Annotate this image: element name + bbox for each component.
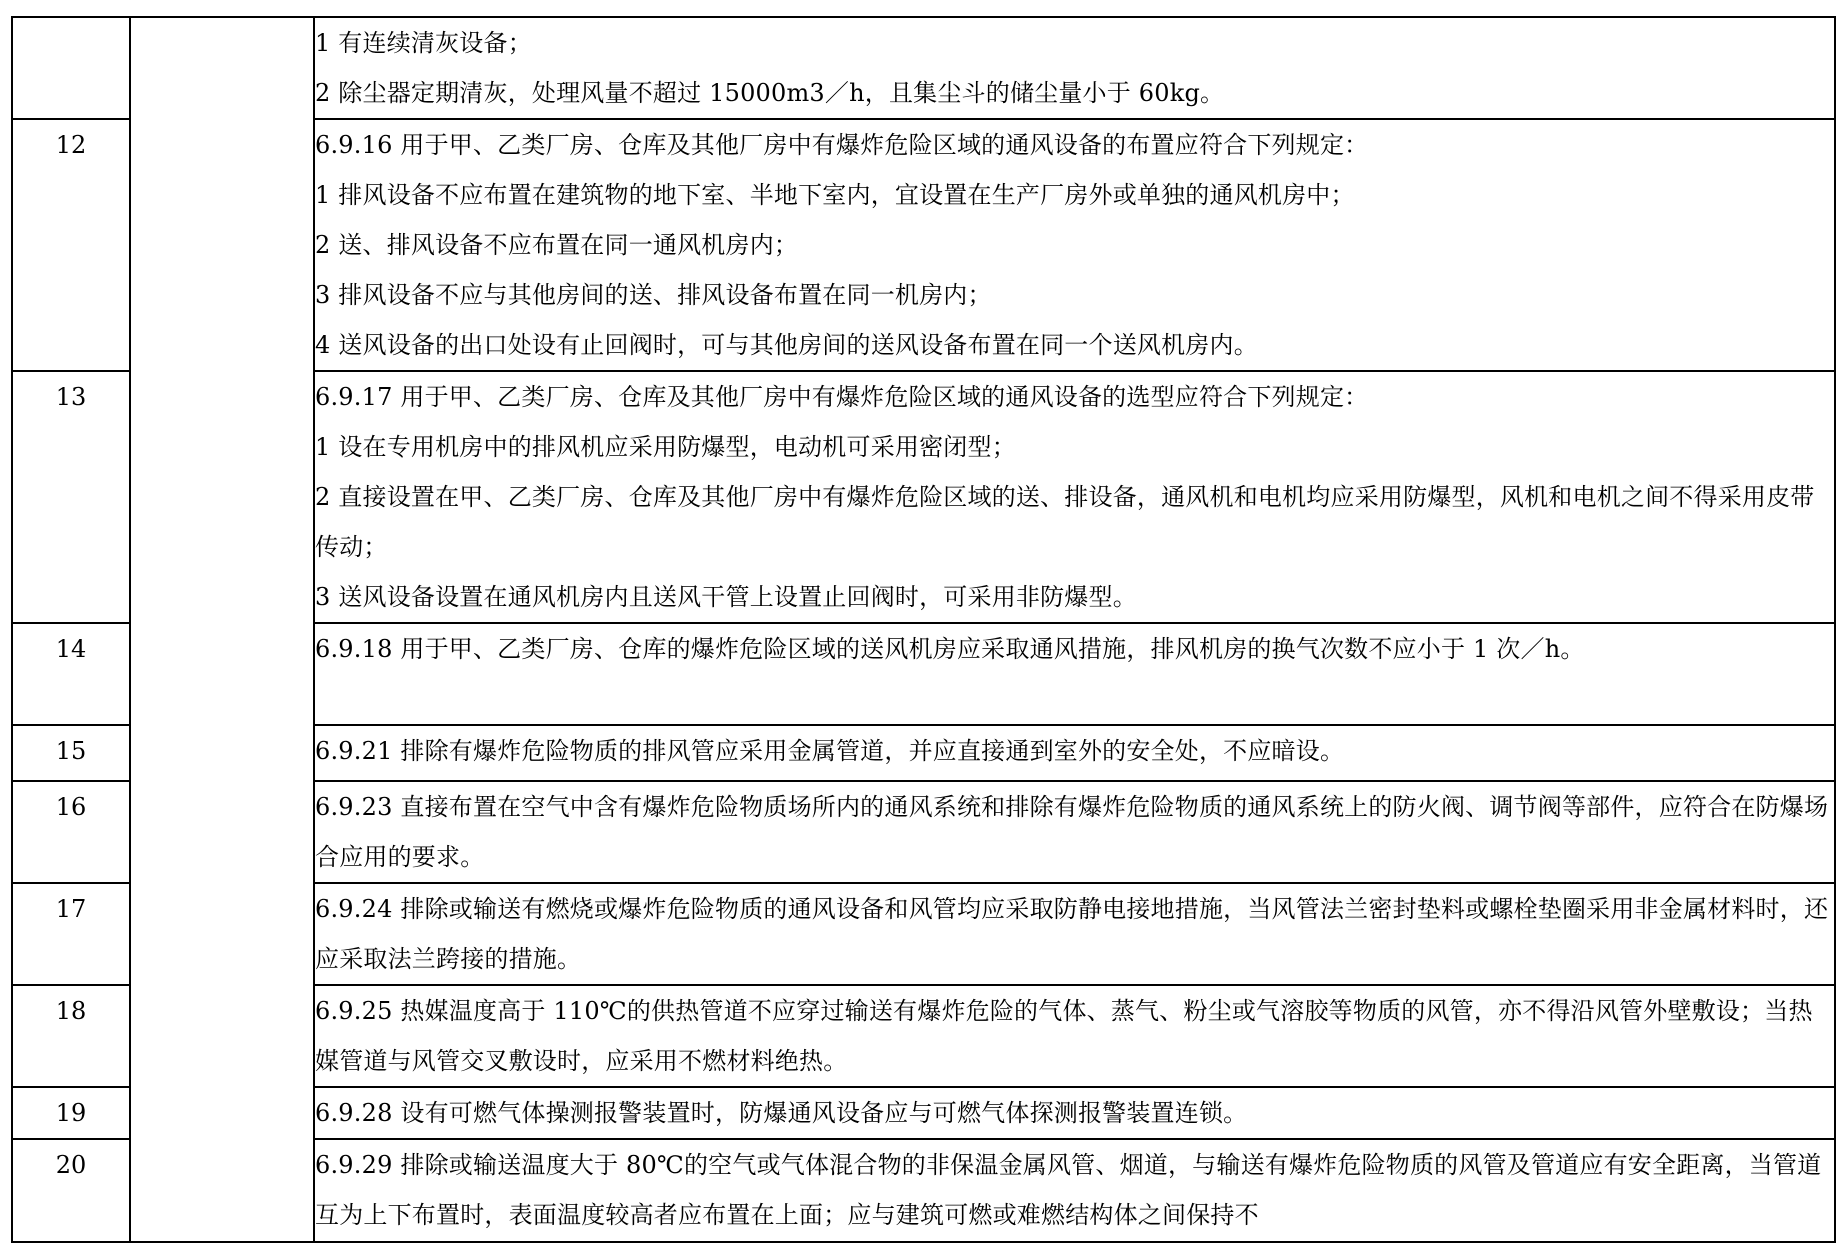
clause-line: 3 排风设备不应与其他房间的送、排风设备布置在同一机房内； <box>315 281 992 309</box>
clause-text <box>314 883 1835 985</box>
row-number: 17 <box>12 883 130 985</box>
clause-text <box>314 119 1835 371</box>
clause-line: 6.9.29 排除或输送温度大于 80℃的空气或气体混合物的非保温金属风管、烟道，与输送有爆炸危险物质的风管及管道应有安全距离，当管道互为上下布置时，表面温度较高者应布置在上面；应与建筑可燃或难燃结构体之间保持不 <box>315 1151 1822 1229</box>
clause-line: 6.9.23 直接布置在空气中含有爆炸危险物质场所内的通风系统和排除有爆炸危险物质的通风系统上的防火阀、调节阀等部件，应符合在防爆场合应用的要求。 <box>315 793 1829 871</box>
clause-line: 1 设在专用机房中的排风机应采用防爆型，电动机可采用密闭型； <box>315 433 1016 461</box>
row-number: 15 <box>12 725 130 781</box>
clause-line: 6.9.18 用于甲、乙类厂房、仓库的爆炸危险区域的送风机房应采取通风措施，排风机房的换气次数不应小于 1 次／h。 <box>315 635 1585 663</box>
clause-text <box>314 371 1835 623</box>
row-number: 14 <box>12 623 130 725</box>
clause-line: 6.9.17 用于甲、乙类厂房、仓库及其他厂房中有爆炸危险区域的通风设备的选型应符合下列规定： <box>315 383 1369 411</box>
clause-line: 6.9.24 排除或输送有燃烧或爆炸危险物质的通风设备和风管均应采取防静电接地措施，当风管法兰密封垫料或螺栓垫圈采用非金属材料时，还应采取法兰跨接的措施。 <box>315 895 1829 973</box>
clause-line: 2 除尘器定期清灰，处理风量不超过 15000m3／h，且集尘斗的储尘量小于 60kg。 <box>315 79 1225 107</box>
row-number: 20 <box>12 1139 130 1242</box>
clause-line: 2 送、排风设备不应布置在同一通风机房内； <box>315 231 799 259</box>
clause-line: 1 有连续清灰设备； <box>315 29 532 57</box>
clause-text <box>314 17 1835 119</box>
row-number: 13 <box>12 371 130 623</box>
clause-line: 6.9.21 排除有爆炸危险物质的排风管应采用金属管道，并应直接通到室外的安全处，不应暗设。 <box>315 737 1345 765</box>
clause-line: 6.9.28 设有可燃气体操测报警装置时，防爆通风设备应与可燃气体探测报警装置连锁。 <box>315 1099 1248 1127</box>
clause-text <box>314 725 1835 781</box>
clause-line: 4 送风设备的出口处设有止回阀时，可与其他房间的送风设备布置在同一个送风机房内。 <box>315 331 1258 359</box>
row-number: 12 <box>12 119 130 371</box>
clause-line: 2 直接设置在甲、乙类厂房、仓库及其他厂房中有爆炸危险区域的送、排设备，通风机和电机均应采用防爆型，风机和电机之间不得采用皮带传动； <box>315 483 1815 561</box>
table-row <box>12 17 1835 119</box>
clause-line: 6.9.16 用于甲、乙类厂房、仓库及其他厂房中有爆炸危险区域的通风设备的布置应符合下列规定： <box>315 131 1369 159</box>
category-cell <box>130 17 314 1242</box>
clause-line: 1 排风设备不应布置在建筑物的地下室、半地下室内，宜设置在生产厂房外或单独的通风机房中； <box>315 181 1355 209</box>
row-number <box>12 17 130 119</box>
clause-text <box>314 1087 1835 1139</box>
row-number: 18 <box>12 985 130 1087</box>
clause-text <box>314 623 1835 725</box>
regulation-table <box>11 16 1836 1243</box>
row-number: 16 <box>12 781 130 883</box>
clause-text <box>314 781 1835 883</box>
clause-text <box>314 985 1835 1087</box>
row-number: 19 <box>12 1087 130 1139</box>
clause-text <box>314 1139 1835 1242</box>
clause-line: 3 送风设备设置在通风机房内且送风干管上设置止回阀时，可采用非防爆型。 <box>315 583 1137 611</box>
clause-line: 6.9.25 热媒温度高于 110℃的供热管道不应穿过输送有爆炸危险的气体、蒸气、粉尘或气溶胶等物质的风管，亦不得沿风管外壁敷设；当热媒管道与风管交叉敷设时，应采用不燃材料绝热。 <box>315 997 1813 1075</box>
